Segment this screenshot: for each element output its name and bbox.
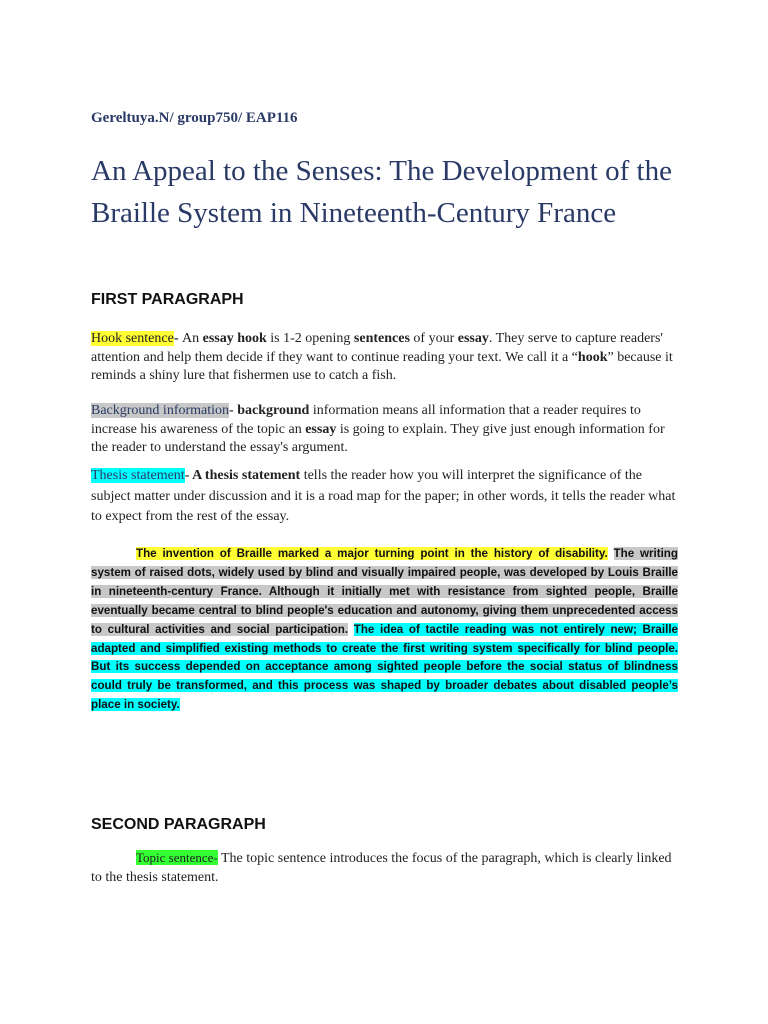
thesis-definition: Thesis statement- A thesis statement tells the reader how you will interpret the significance of the subject matter under discussion and it is a road map for the paper; in other words, it tells the reader what to expect from the rest of the essay. [91,468,676,524]
second-paragraph-heading: SECOND PARAGRAPH [91,816,266,833]
thesis-label: Thesis statement [91,468,185,483]
hook-definition: Hook sentence- An essay hook is 1-2 opening sentences of your essay. They serve to capture readers' attention and help them decide if they want to continue reading your text. We call it a “hook” because it reminds a shiny lure that fishermen use to catch a fish. [91,331,673,383]
background-definition: Background information- background information means all information that a reader requires to increase his awareness of the topic an essay is going to explain. They give just enough information for the reader to understand the essay's argument. [91,403,665,455]
example-background-info: The writing system of raised dots, widely used by blind and visually impaired people, was developed by Louis Braille in nineteenth-century France. Although it initially met with resistance from sighted people, Braille eventually became central to blind people's education and autonomy, giving them unprecedented access to cultural activities and social participation. [91,547,678,636]
first-paragraph-heading: FIRST PARAGRAPH [91,291,244,308]
example-thesis-statement: The idea of tactile reading was not entirely new; Braille adapted and simplified existing methods to create the first writing system specifically for blind people. But its success depended on acceptance among sighted people before the social status of blindness could truly be transformed, and this process was shaped by broader debates about disabled people’s place in society. [91,622,678,712]
example-first-paragraph [91,545,678,715]
background-label: Background information [91,403,230,418]
author-line: Gereltuya.N/ group750/ EAP116 [91,110,298,126]
hook-label: Hook sentence [91,331,174,346]
topic-label: Topic sentence- [136,850,218,865]
example-hook-sentence: The invention of Braille marked a major turning point in the history of disability. [136,547,608,560]
document-title: An Appeal to the Senses: The Development of the Braille System in Nineteenth-Century France [91,155,672,229]
topic-definition: Topic sentence- The topic sentence introduces the focus of the paragraph, which is clearly linked to the thesis statement. [91,850,672,885]
